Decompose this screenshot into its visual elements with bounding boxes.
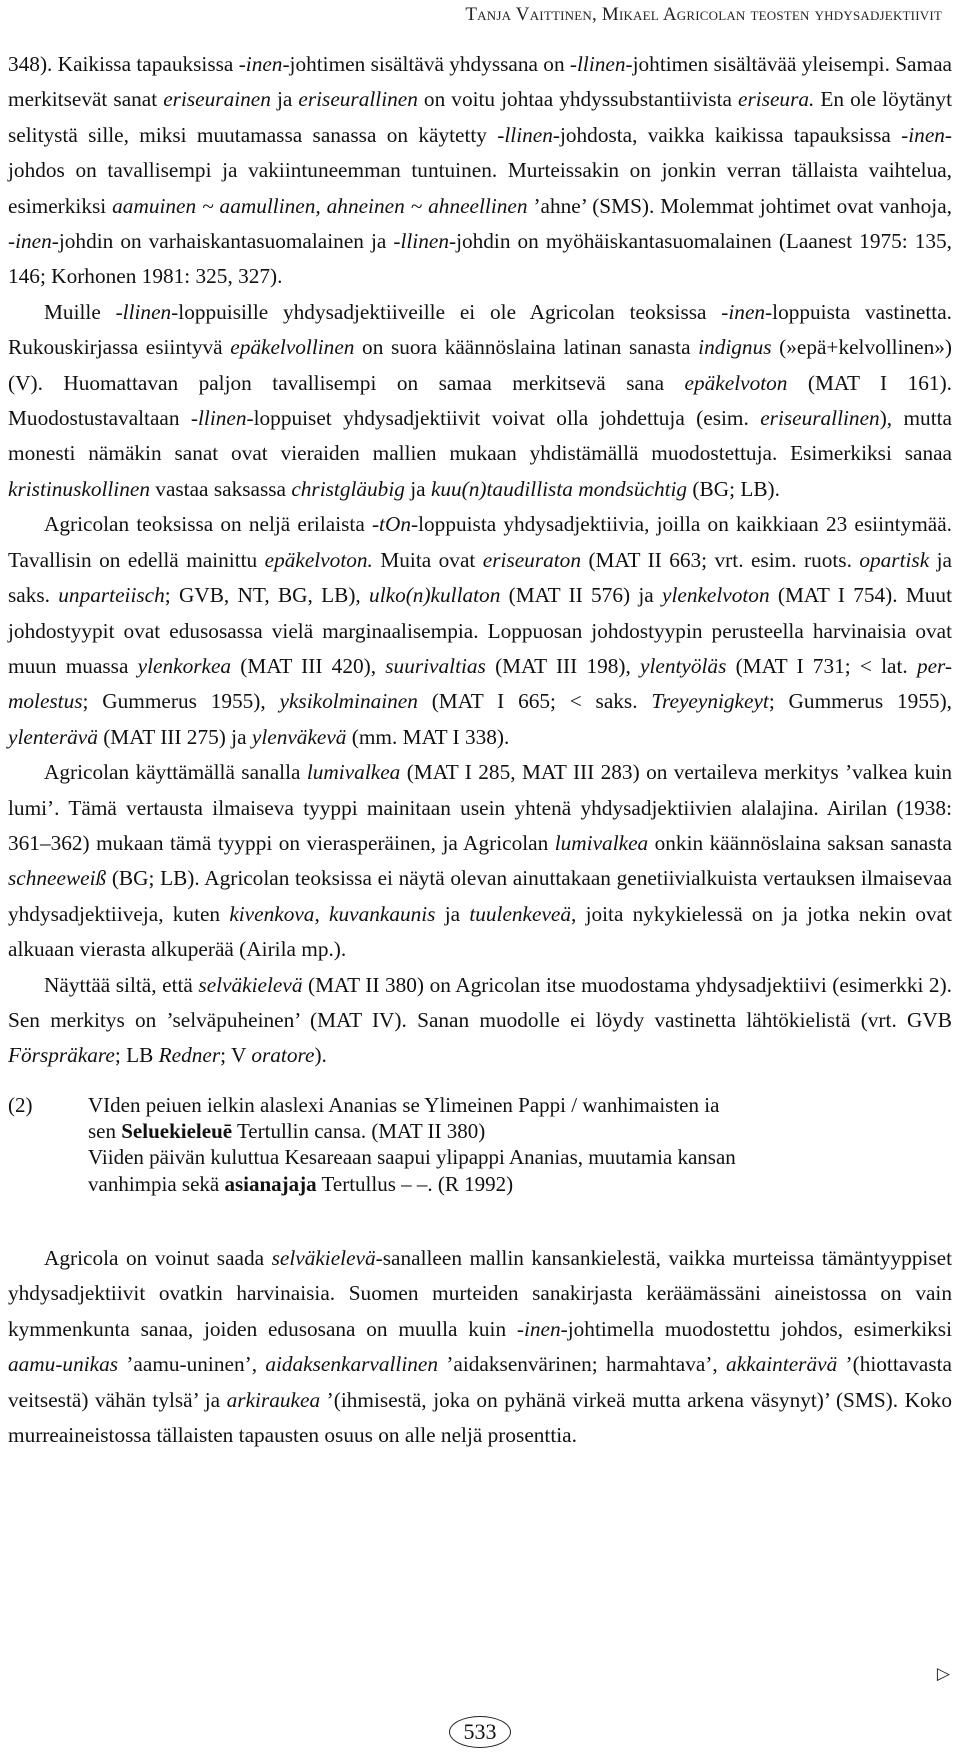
italic-term: -llinen- bbox=[115, 299, 179, 324]
text-run: ja bbox=[435, 901, 470, 926]
text-run: (MAT II 576) ja bbox=[500, 583, 662, 608]
paragraph-5 bbox=[8, 968, 952, 1074]
text-run: johdosta, vaikka kaikissa tapauksissa bbox=[559, 122, 902, 147]
text-run: johtimen sisältävä yhdyssana on bbox=[289, 52, 570, 76]
text-run: (MAT I 285, MAT III 283) on vertaileva merkitys ’valkea kuin lumi’. Tämä vertausta ilmaiseva tyyppi mainitaan usein yhtenä yhdysadjektiivien alalajina. Airilan (1938: 361–362) mukaan tämä tyyppi on vierasperäinen, ja Agricolan bbox=[8, 760, 952, 855]
text-run: loppuista yhdysadjektiivia, joilla on kaikkiaan 23 esiintymää. Tavallisin on edellä mainittu bbox=[8, 512, 952, 572]
text-run: on voitu johtaa yhdyssubstantiivista bbox=[417, 87, 739, 112]
text-run: (MAT I 731; < lat. bbox=[726, 653, 917, 678]
text-run: (MAT I 665; < saks. bbox=[417, 689, 652, 714]
text-run: (MAT III 275) ja bbox=[97, 724, 252, 749]
italic-term: -llinen- bbox=[190, 406, 254, 431]
text-run: loppuiset yhdysadjektiivit voivat olla johdettuja (esim. bbox=[253, 406, 761, 431]
italic-term: lumivalkea bbox=[554, 830, 649, 855]
text-run: johdin on varhaiskantasuomalainen ja bbox=[58, 229, 394, 254]
italic-term: eriseurallinen bbox=[298, 87, 418, 112]
text-run: , joita nykykielessä on ja jotka nekin ovat alkuaan vierasta alkuperää (Airila mp.). bbox=[8, 901, 953, 962]
text-run: on suora käännöslaina latinan sanasta bbox=[354, 335, 699, 360]
italic-term: -inen- bbox=[238, 52, 290, 76]
text-run: (MAT I 161). Muodostustavaltaan bbox=[8, 370, 952, 431]
italic-term: opartisk bbox=[859, 547, 930, 572]
text-run: (MAT II 380) on Agricolan itse muodostama yhdysadjektiivi (esimerkki 2). Sen merkitys on ’selväpuheinen’ (MAT IV). Sanan muodolle ei löydy vastinetta lähtökielistä (vrt. GVB bbox=[8, 972, 952, 1032]
italic-term: ylenkelvoton bbox=[662, 583, 770, 608]
text-run: ’aamu-uninen’, bbox=[118, 1352, 266, 1377]
text-run: (mm. MAT I 338). bbox=[346, 724, 510, 749]
text-run: ’(hiottavasta veitsestä) vähän tylsä’ ja bbox=[8, 1352, 952, 1412]
italic-term: ylentyöläs bbox=[640, 653, 727, 678]
example-2 bbox=[8, 1092, 952, 1197]
example-line bbox=[88, 1118, 912, 1144]
italic-term: ylenterävä bbox=[8, 724, 98, 749]
italic-term: Treyeynigkeyt bbox=[651, 689, 769, 714]
text-run: loppuista vastinetta. Rukouskirjassa esiintyvä bbox=[8, 299, 952, 360]
example-line bbox=[88, 1144, 912, 1170]
italic-term: epäkelvollinen bbox=[230, 335, 355, 360]
italic-term: -inen- bbox=[721, 299, 773, 324]
text-run: Tertullus – –. (R 1992) bbox=[316, 1171, 514, 1196]
italic-term: -inen- bbox=[901, 122, 953, 147]
italic-term: selväkielevä- bbox=[271, 1245, 383, 1270]
text-run: vanhimpia sekä bbox=[88, 1171, 225, 1196]
text-run: (MAT III 198), bbox=[485, 653, 641, 678]
text-run: Muille bbox=[44, 299, 116, 324]
text-run: (MAT I 754). Muut johdostyypit ovat edusosassa vielä marginaalisempia. Loppuosan johdostyypin perusteella harvinaisia ovat muun muassa bbox=[8, 583, 952, 678]
running-head: Tanja Vaittinen, Mikael Agricolan teosten yhdysadjektiivit bbox=[465, 4, 942, 25]
italic-term: eriseurainen bbox=[163, 87, 271, 112]
example-lines bbox=[88, 1092, 952, 1197]
text-run: Agricolan teoksissa on neljä erilaista bbox=[44, 512, 372, 537]
text-run: ’ahne’ (SMS). Molemmat johtimet ovat vanhoja, bbox=[527, 193, 952, 218]
text-run: VIden peiuen ielkin alaslexi Ananias se Ylimeinen Pappi / wanhimaisten ia bbox=[88, 1092, 720, 1117]
italic-term: kuvankaunis bbox=[329, 901, 436, 926]
page-number: 533 bbox=[449, 1716, 511, 1748]
italic-term: selväkielevä bbox=[198, 972, 303, 997]
text-run: Näyttää siltä, että bbox=[44, 972, 199, 997]
italic-term: epäkelvoton bbox=[684, 370, 788, 395]
text-run: Muita ovat bbox=[372, 547, 483, 572]
example-line bbox=[88, 1092, 912, 1118]
example-number: (2) bbox=[8, 1092, 33, 1117]
italic-term: kristinuskollinen bbox=[8, 476, 150, 501]
text-run: En ole löytänyt selitystä sille, miksi muutamassa sanassa on käytetty bbox=[8, 87, 952, 147]
body-paragraphs bbox=[8, 47, 952, 1074]
paragraph-4 bbox=[8, 755, 952, 967]
text-run: ; Gummerus 1955), bbox=[82, 689, 280, 714]
text-run: Viiden päivän kuluttua Kesareaan saapui ylipappi Ananias, muutamia kansan bbox=[88, 1145, 736, 1170]
italic-term: suurivaltias bbox=[385, 653, 486, 678]
italic-term: Redner bbox=[158, 1043, 221, 1068]
text-run: ), mutta monesti nämäkin sanat ovat vieraiden mallien mukaan yhdistämällä muodostettuja. Esimerkiksi sanaa bbox=[8, 406, 952, 466]
paragraph-1 bbox=[8, 47, 952, 295]
italic-term: yksikolminainen bbox=[279, 689, 418, 714]
italic-term: lumivalkea bbox=[306, 760, 401, 785]
italic-term: -llinen- bbox=[393, 229, 457, 254]
text-run: johtimella muodostettu johdos, esimerkiksi bbox=[567, 1316, 952, 1341]
italic-term: unparteiisch bbox=[58, 583, 165, 608]
italic-term: arkiraukea bbox=[226, 1387, 321, 1412]
paragraph-2 bbox=[8, 295, 952, 507]
italic-term: eriseura. bbox=[738, 87, 815, 112]
text-run: ja bbox=[404, 476, 431, 501]
italic-term: indignus bbox=[698, 335, 772, 360]
text-run: Tertullin cansa. (MAT II 380) bbox=[232, 1119, 486, 1144]
example-line bbox=[88, 1171, 912, 1197]
italic-term: epäkelvoton. bbox=[264, 547, 373, 572]
italic-term: -inen- bbox=[516, 1316, 568, 1341]
italic-term: -inen- bbox=[8, 229, 59, 254]
text-run: , bbox=[314, 901, 330, 926]
text-run: loppuisille yhdysadjektiiveille ei ole Agricolan teoksissa bbox=[178, 299, 722, 324]
text-run: (MAT III 420), bbox=[231, 653, 386, 678]
next-page-arrow-icon: ▷ bbox=[936, 1664, 950, 1683]
text-run: Agricolan käyttämällä sanalla bbox=[44, 760, 307, 785]
italic-term: -llinen- bbox=[497, 122, 560, 147]
italic-term: -tOn- bbox=[371, 512, 419, 537]
italic-term: tuulenkeveä bbox=[469, 901, 572, 926]
text-run: sen bbox=[88, 1119, 122, 1144]
text-run: (MAT II 663; vrt. esim. ruots. bbox=[580, 547, 860, 572]
italic-term: ulko(n)kullaton bbox=[369, 583, 501, 608]
bold-term: Seluekieleuē bbox=[121, 1119, 233, 1144]
italic-term: ylenväkevä bbox=[251, 724, 347, 749]
text-run: Agricola on voinut saada bbox=[44, 1245, 272, 1270]
italic-term: per-molestus bbox=[8, 653, 952, 714]
italic-term: kuu(n)taudillista mondsüchtig bbox=[430, 476, 688, 501]
text-run: johdin on myöhäiskantasuomalainen (Laanest 1975: 135, 146; Korhonen 1981: 325, 327). bbox=[8, 229, 952, 289]
paragraph-3 bbox=[8, 507, 952, 755]
text-run: ’aidaksenvärinen; harmahtava’, bbox=[438, 1352, 727, 1377]
text-run: (BG; LB). bbox=[687, 476, 780, 501]
text-run: johtimen sisältävää yleisempi. Samaa merkitsevät sanat bbox=[8, 52, 952, 112]
article-body bbox=[8, 47, 952, 1453]
text-run: onkin käännöslaina saksan sanasta bbox=[648, 830, 952, 855]
text-run: (»epä+kelvollinen») (V). Huomattavan paljon tavallisempi on samaa merkitsevä sana bbox=[8, 335, 953, 395]
italic-term: Förspräkare bbox=[8, 1043, 115, 1068]
text-run: ’(ihmisestä, joka on pyhänä virkeä mutta arkena väsynyt)’ (SMS). Koko murreaineistossa tällaisten tapausten osuus on alle neljä prosenttia. bbox=[8, 1387, 952, 1447]
text-run: ). bbox=[314, 1043, 327, 1068]
text-run: ; V bbox=[220, 1043, 252, 1068]
italic-term: schneeweiß bbox=[8, 866, 107, 891]
text-run: ja bbox=[270, 87, 299, 112]
bold-term: asianajaja bbox=[224, 1171, 317, 1196]
text-run: johdos on tavallisempi ja vakiintuneemman tuntuinen. Murteissakin on jonkin verran tällaista vaihtelua, esimerkiksi bbox=[8, 158, 952, 218]
italic-term: akkainterävä bbox=[726, 1352, 838, 1377]
italic-term: eriseurallinen bbox=[760, 406, 880, 431]
italic-term: aamuinen ~ aamullinen, ahneinen ~ ahneellinen bbox=[112, 193, 528, 218]
text-run: ja saks. bbox=[8, 547, 952, 608]
text-run: sanalleen mallin kansankielestä, vaikka murteissa tämäntyyppiset yhdysadjektiivit ovatkin harvinaisia. Suomen murteiden sanakirjasta keräämässäni aineistossa on vain kymmenkunta sanaa, joiden edusosana on muulla kuin bbox=[8, 1245, 952, 1341]
italic-term: eriseuraton bbox=[482, 547, 581, 572]
italic-term: oratore bbox=[251, 1043, 315, 1068]
italic-term: kivenkova bbox=[229, 901, 315, 926]
closing-paragraph bbox=[8, 1241, 952, 1453]
italic-term: aidaksenkarvallinen bbox=[265, 1352, 439, 1377]
text-run: (BG; LB). Agricolan teoksissa ei näytä olevan ainuttakaan genetiivialkuista vertauksen ilmaisevaa yhdysadjektiiveja, kuten bbox=[8, 866, 952, 926]
text-run: vastaa saksassa bbox=[149, 476, 292, 501]
text-run: ; Gummerus 1955), bbox=[768, 689, 952, 714]
italic-term: ylenkorkea bbox=[137, 653, 232, 678]
italic-term: aamu-unikas bbox=[8, 1352, 119, 1377]
text-run: ; LB bbox=[114, 1043, 159, 1068]
italic-term: christgläubig bbox=[291, 476, 405, 501]
text-run: ; GVB, NT, BG, LB), bbox=[164, 583, 370, 608]
text-run: 348). Kaikissa tapauksissa bbox=[8, 52, 239, 76]
italic-term: -llinen- bbox=[569, 52, 633, 76]
